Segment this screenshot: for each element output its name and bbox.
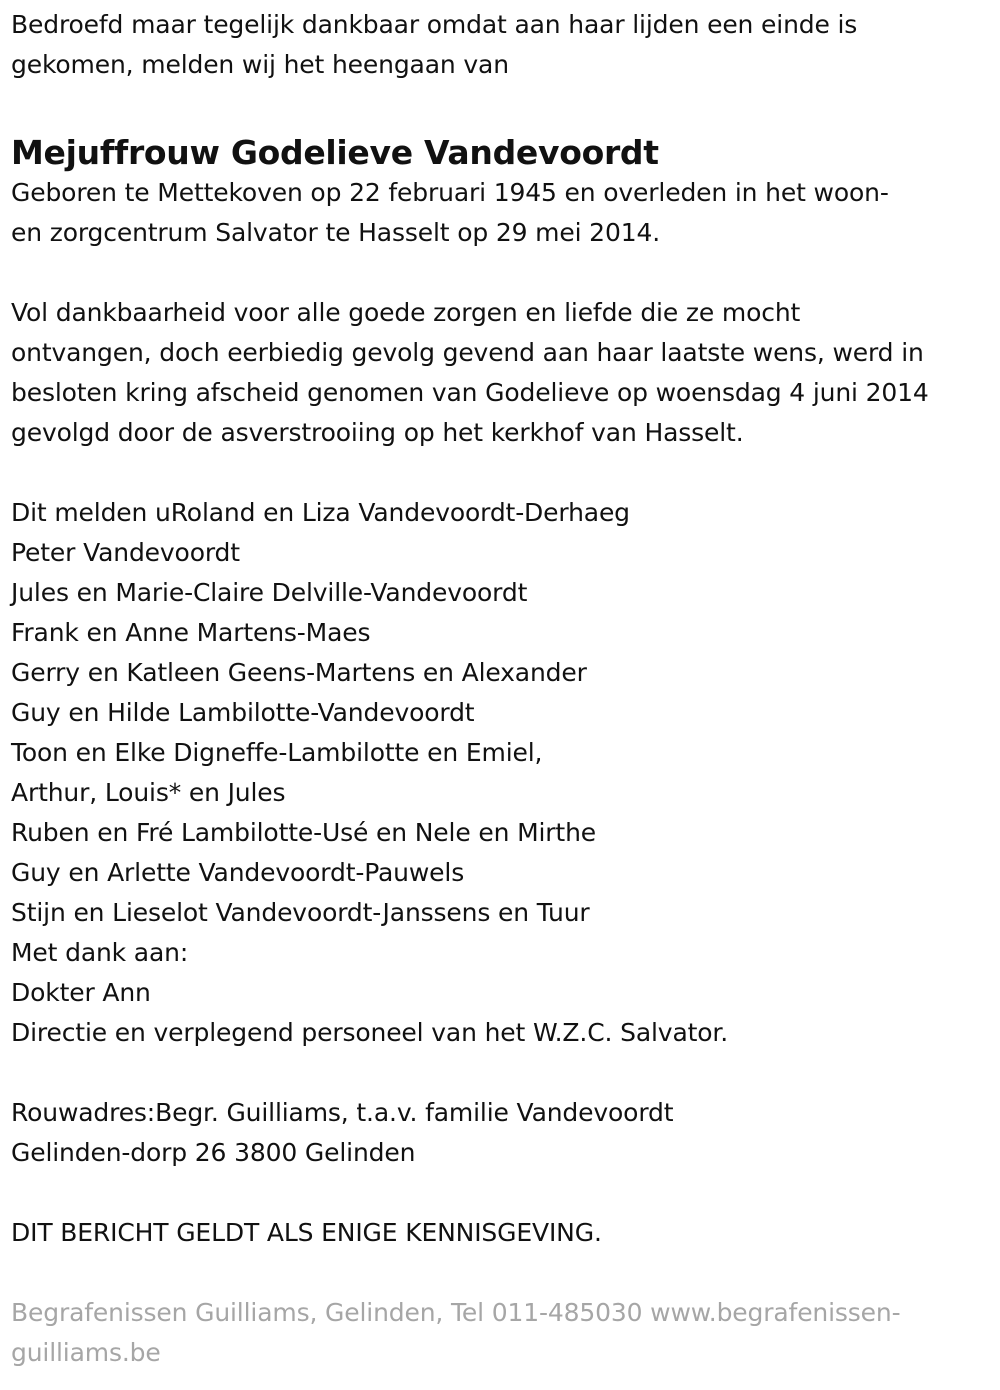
farewell-paragraph [11, 293, 989, 453]
family-list-item: Gerry en Katleen Geens-Martens en Alexander [11, 658, 587, 687]
deceased-name: Mejuffrouw Godelieve Vandevoordt [11, 133, 659, 172]
thanks-item: Dokter Ann [11, 978, 151, 1007]
address-line: Rouwadres:Begr. Guilliams, t.a.v. familie Vandevoordt [11, 1098, 674, 1127]
birth-death-paragraph [11, 173, 989, 253]
birth-death-line: Geboren te Mettekoven op 22 februari 1945 en overleden in het woon- [11, 178, 889, 207]
family-list-item: Frank en Anne Martens-Maes [11, 618, 371, 647]
footer-line: guilliams.be [11, 1338, 161, 1367]
notice-statement: DIT BERICHT GELDT ALS ENIGE KENNISGEVING. [11, 1218, 602, 1247]
farewell-line: ontvangen, doch eerbiedig gevolg gevend aan haar laatste wens, werd in [11, 338, 924, 367]
family-list-item: Jules en Marie-Claire Delville-Vandevoordt [11, 578, 528, 607]
spacer [11, 1253, 989, 1293]
spacer [11, 253, 989, 293]
family-list-item: Guy en Arlette Vandevoordt-Pauwels [11, 858, 465, 887]
thanks-heading: Met dank aan: [11, 938, 189, 967]
family-list [11, 493, 989, 1053]
spacer [11, 453, 989, 493]
intro-paragraph [11, 5, 989, 85]
intro-line: gekomen, melden wij het heengaan van [11, 50, 509, 79]
family-list-item: Guy en Hilde Lambilotte-Vandevoordt [11, 698, 475, 727]
spacer [11, 1173, 989, 1213]
family-list-item: Dit melden uRoland en Liza Vandevoordt-Derhaeg [11, 498, 630, 527]
spacer [11, 1053, 989, 1093]
farewell-line: Vol dankbaarheid voor alle goede zorgen en liefde die ze mocht [11, 298, 801, 327]
intro-line: Bedroefd maar tegelijk dankbaar omdat aan haar lijden een einde is [11, 10, 858, 39]
farewell-line: gevolgd door de asverstrooiing op het kerkhof van Hasselt. [11, 418, 744, 447]
family-list-item: Peter Vandevoordt [11, 538, 240, 567]
family-list-item: Toon en Elke Digneffe-Lambilotte en Emiel, [11, 738, 543, 767]
family-list-item: Stijn en Lieselot Vandevoordt-Janssens en Tuur [11, 898, 590, 927]
family-list-item: Ruben en Fré Lambilotte-Usé en Nele en Mirthe [11, 818, 597, 847]
mourning-address [11, 1093, 989, 1173]
farewell-line: besloten kring afscheid genomen van Godelieve op woensdag 4 juni 2014 [11, 378, 929, 407]
address-line: Gelinden-dorp 26 3800 Gelinden [11, 1138, 416, 1167]
birth-death-line: en zorgcentrum Salvator te Hasselt op 29 mei 2014. [11, 218, 661, 247]
thanks-item: Directie en verplegend personeel van het W.Z.C. Salvator. [11, 1018, 729, 1047]
funeral-home-footer [11, 1293, 989, 1373]
family-list-item: Arthur, Louis* en Jules [11, 778, 286, 807]
footer-line: Begrafenissen Guilliams, Gelinden, Tel 011-485030 www.begrafenissen- [11, 1298, 901, 1327]
